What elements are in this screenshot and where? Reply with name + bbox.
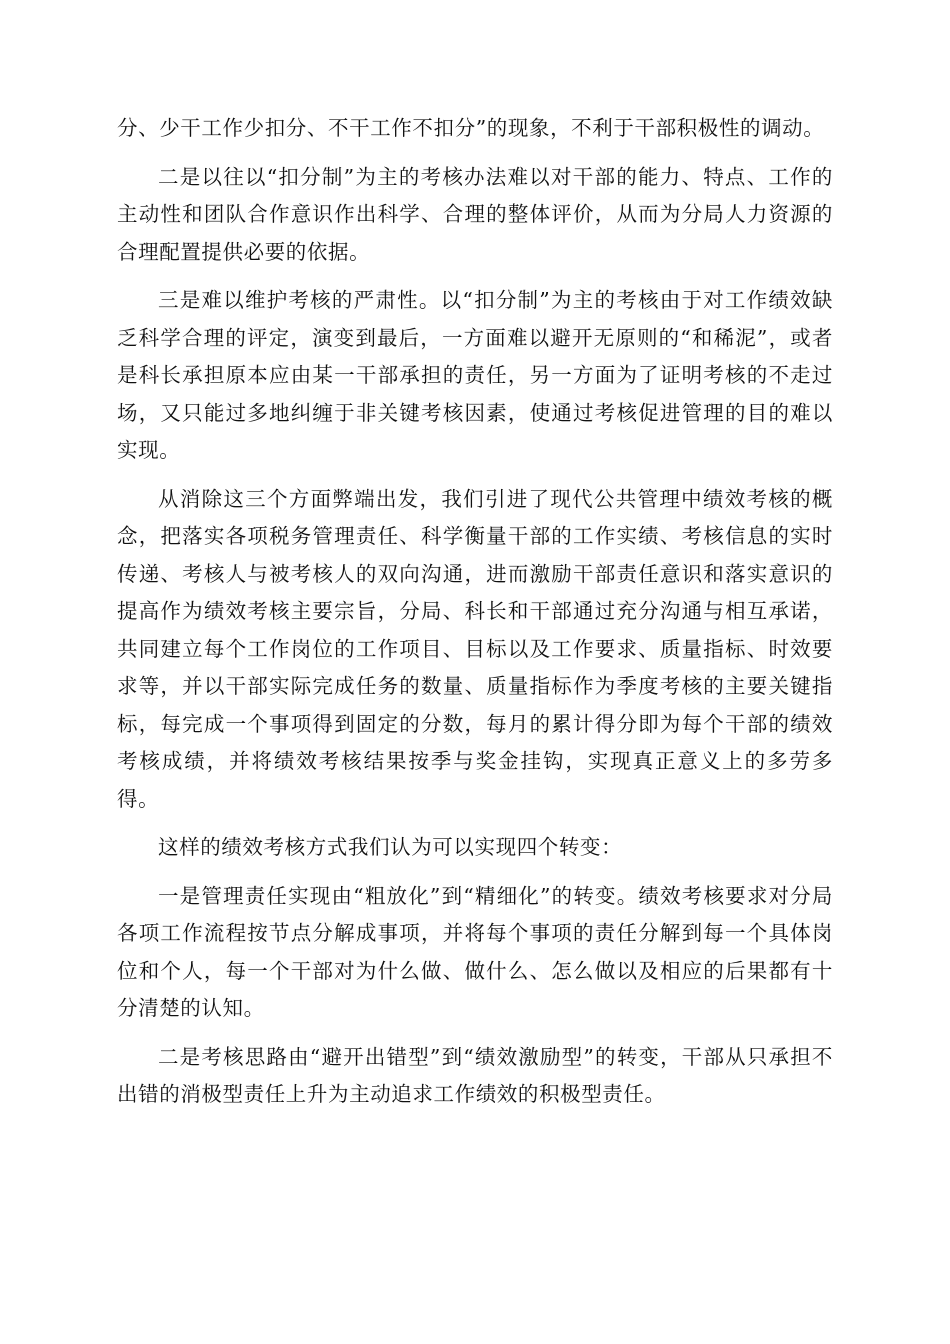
paragraph-four-changes-intro: 这样的绩效考核方式我们认为可以实现四个转变： — [158, 835, 623, 859]
paragraph-third-issue: 三是难以维护考核的严肃性。以“扣分制”为主的考核由于对工作绩效缺乏科学合理的评定，演变到最后，一方面难以避开无原则的“和稀泥”，或者是科长承担原本应由某一干部承担的责任，另一方面为了证明考核的不走过场，又只能过多地纠缠于非关键考核因素，使通过考核促进管理的目的难以实现。 — [117, 288, 833, 462]
paragraph-performance-concept: 从消除这三个方面弊端出发，我们引进了现代公共管理中绩效考核的概念，把落实各项税务管理责任、科学衡量干部的工作实绩、考核信息的实时传递、考核人与被考核人的双向沟通，进而激励干部责任意识和落实意识的提高作为绩效考核主要宗旨，分局、科长和干部通过充分沟通与相互承诺，共同建立每个工作岗位的工作项目、目标以及工作要求、质量指标、时效要求等，并以干部实际完成任务的数量、质量指标作为季度考核的主要关键指标，每完成一个事项得到固定的分数，每月的累计得分即为每个干部的绩效考核成绩，并将绩效考核结果按季与奖金挂钩，实现真正意义上的多劳多得。 — [117, 486, 833, 811]
paragraph-continued: 分、少干工作少扣分、不干工作不扣分”的现象，不利于干部积极性的调动。 — [117, 116, 825, 140]
paragraph-change-two: 二是考核思路由“避开出错型”到“绩效激励型”的转变，干部从只承担不出错的消极型责任上升为主动追求工作绩效的积极型责任。 — [117, 1044, 833, 1106]
paragraph-second-issue: 二是以往以“扣分制”为主的考核办法难以对干部的能力、特点、工作的主动性和团队合作意识作出科学、合理的整体评价，从而为分局人力资源的合理配置提供必要的依据。 — [117, 164, 833, 264]
document-body — [117, 110, 833, 1125]
paragraph-change-one: 一是管理责任实现由“粗放化”到“精细化”的转变。绩效考核要求对分局各项工作流程按节点分解成事项，并将每个事项的责任分解到每一个具体岗位和个人，每一个干部对为什么做、做什么、怎么做以及相应的后果都有十分清楚的认知。 — [117, 883, 833, 1020]
